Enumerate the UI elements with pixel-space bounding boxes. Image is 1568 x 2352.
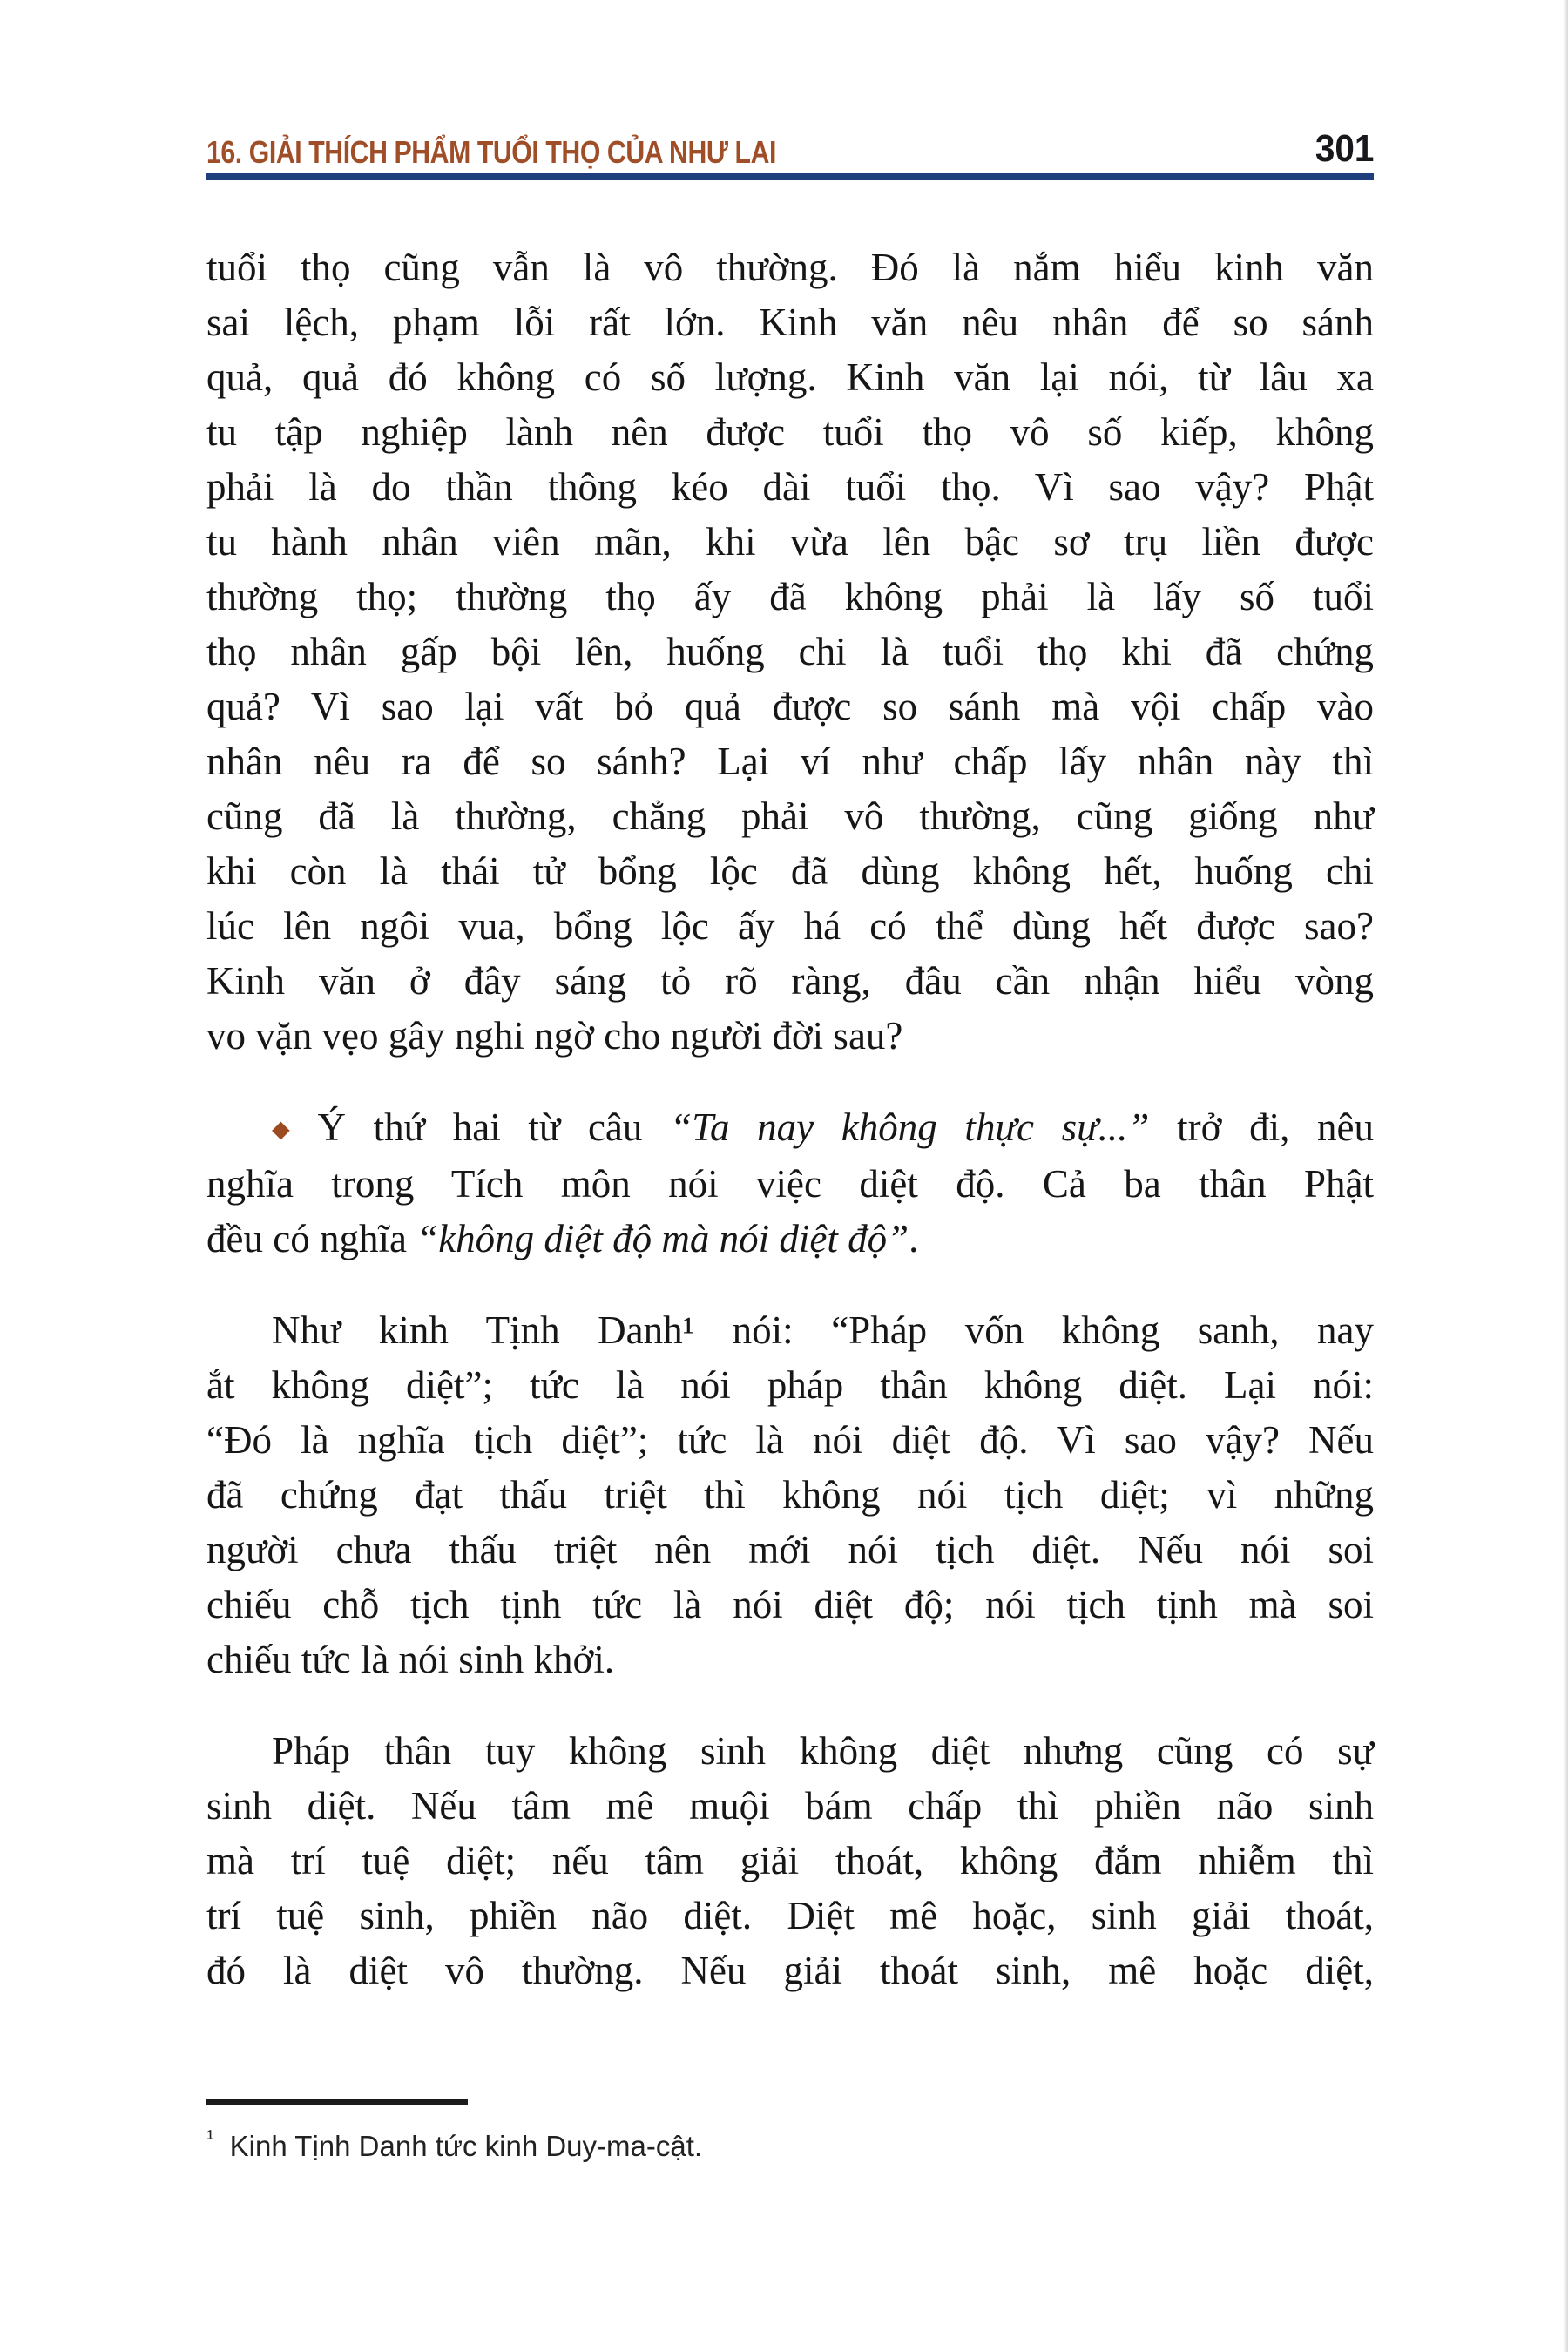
paragraph bbox=[206, 1303, 1374, 1687]
text-segment: chiếu tức là nói sinh khởi. bbox=[206, 1638, 615, 1682]
text-segment: tuổi thọ cũng vẫn là vô thường. Đó là nắm hiểu kinh văn bbox=[206, 246, 1374, 289]
text-line bbox=[206, 789, 1374, 844]
text-segment: trở đi, nêu bbox=[1149, 1105, 1374, 1149]
text-segment: cũng đã là thường, chẳng phải vô thường, cũng giống như bbox=[206, 794, 1374, 838]
text-segment: lúc lên ngôi vua, bổng lộc ấy há có thể dùng hết được sao? bbox=[206, 904, 1374, 948]
chapter-title: 16. GIẢI THÍCH PHẨM TUỔI THỌ CỦA NHƯ LAI bbox=[206, 134, 776, 170]
text-segment: quả? Vì sao lại vất bỏ quả được so sánh mà vội chấp vào bbox=[206, 685, 1374, 728]
footnote bbox=[206, 2119, 1374, 2166]
text-line bbox=[206, 625, 1374, 679]
text-line bbox=[206, 954, 1374, 1009]
text-line bbox=[206, 1578, 1374, 1632]
text-segment: đều có nghĩa bbox=[206, 1217, 417, 1261]
text-line bbox=[206, 1358, 1374, 1413]
text-segment: đó là diệt vô thường. Nếu giải thoát sinh, mê hoặc diệt, bbox=[206, 1949, 1374, 1993]
quoted-italic-text: “Ta nay không thực sự...” bbox=[670, 1105, 1150, 1149]
footnote-marker: ¹ bbox=[206, 2125, 214, 2151]
paragraph bbox=[206, 1100, 1374, 1267]
text-line bbox=[206, 679, 1374, 734]
text-line bbox=[206, 240, 1374, 295]
text-segment: thọ nhân gấp bội lên, huống chi là tuổi thọ khi đã chứng bbox=[206, 630, 1374, 673]
quoted-italic-text: “không diệt độ mà nói diệt độ” bbox=[416, 1217, 909, 1261]
text-segment: thường thọ; thường thọ ấy đã không phải là lấy số tuổi bbox=[206, 575, 1374, 618]
text-line bbox=[206, 515, 1374, 570]
text-line bbox=[206, 1834, 1374, 1889]
diamond-bullet-icon: ◆ bbox=[272, 1116, 308, 1143]
text-line bbox=[206, 1724, 1374, 1779]
body-text bbox=[206, 240, 1374, 1998]
text-line bbox=[206, 295, 1374, 350]
text-segment: chiếu chỗ tịch tịnh tức là nói diệt độ; nói tịch tịnh mà soi bbox=[206, 1583, 1374, 1627]
paragraph bbox=[206, 240, 1374, 1064]
text-segment: tu hành nhân viên mãn, khi vừa lên bậc sơ trụ liền được bbox=[206, 520, 1374, 564]
text-segment: sinh diệt. Nếu tâm mê muội bám chấp thì phiền não sinh bbox=[206, 1784, 1374, 1828]
text-segment: Pháp thân tuy không sinh không diệt nhưng cũng có sự bbox=[272, 1729, 1374, 1774]
text-segment: ắt không diệt”; tức là nói pháp thân không diệt. Lại nói: bbox=[206, 1363, 1374, 1408]
text-line bbox=[206, 734, 1374, 789]
text-line bbox=[206, 1303, 1374, 1358]
text-segment: đã chứng đạt thấu triệt thì không nói tịch diệt; vì những bbox=[206, 1473, 1374, 1517]
text-line bbox=[206, 1100, 1374, 1157]
text-line bbox=[206, 350, 1374, 405]
text-line bbox=[206, 1157, 1374, 1212]
text-segment: nhân nêu ra để so sánh? Lại ví như chấp lấy nhân này thì bbox=[206, 740, 1374, 783]
footnote-text: Kinh Tịnh Danh tức kinh Duy-ma-cật. bbox=[229, 2130, 703, 2162]
header-rule bbox=[206, 173, 1374, 180]
text-line bbox=[206, 405, 1374, 460]
text-segment: nghĩa trong Tích môn nói việc diệt độ. Cả ba thân Phật bbox=[206, 1162, 1374, 1206]
running-header bbox=[206, 120, 1374, 171]
text-segment: người chưa thấu triệt nên mới nói tịch diệt. Nếu nói soi bbox=[206, 1528, 1374, 1572]
text-segment: Như kinh Tịnh Danh¹ nói: “Pháp vốn không sanh, nay bbox=[272, 1308, 1374, 1353]
text-line bbox=[206, 1413, 1374, 1468]
text-line bbox=[206, 1212, 1374, 1267]
text-segment: khi còn là thái tử bổng lộc đã dùng không hết, huống chi bbox=[206, 849, 1374, 893]
text-segment: sai lệch, phạm lỗi rất lớn. Kinh văn nêu nhân để so sánh bbox=[206, 301, 1374, 344]
text-line bbox=[206, 1889, 1374, 1943]
text-segment: vo vặn vẹo gây nghi ngờ cho người đời sau? bbox=[206, 1014, 903, 1058]
text-segment: phải là do thần thông kéo dài tuổi thọ. Vì sao vậy? Phật bbox=[206, 465, 1374, 509]
text-line bbox=[206, 1779, 1374, 1834]
text-segment: “Đó là nghĩa tịch diệt”; tức là nói diệt độ. Vì sao vậy? Nếu bbox=[206, 1418, 1374, 1463]
text-line bbox=[206, 1468, 1374, 1523]
text-line bbox=[206, 460, 1374, 515]
text-segment: mà trí tuệ diệt; nếu tâm giải thoát, không đắm nhiễm thì bbox=[206, 1839, 1374, 1883]
text-segment: tu tập nghiệp lành nên được tuổi thọ vô số kiếp, không bbox=[206, 410, 1374, 454]
footnote-rule bbox=[206, 2099, 468, 2105]
text-line bbox=[206, 1523, 1374, 1578]
text-segment: quả, quả đó không có số lượng. Kinh văn lại nói, từ lâu xa bbox=[206, 355, 1374, 399]
text-segment: Ý thứ hai từ câu bbox=[317, 1105, 671, 1149]
text-line bbox=[206, 570, 1374, 625]
text-segment: Kinh văn ở đây sáng tỏ rõ ràng, đâu cần nhận hiểu vòng bbox=[206, 959, 1374, 1003]
text-line bbox=[206, 1009, 1374, 1064]
text-line bbox=[206, 1943, 1374, 1998]
text-line bbox=[206, 899, 1374, 954]
page-edge bbox=[1563, 0, 1568, 2352]
text-segment: . bbox=[909, 1217, 919, 1261]
paragraph bbox=[206, 1724, 1374, 1998]
text-segment: trí tuệ sinh, phiền não diệt. Diệt mê hoặc, sinh giải thoát, bbox=[206, 1894, 1374, 1938]
text-line bbox=[206, 844, 1374, 899]
page-number: 301 bbox=[1315, 127, 1374, 170]
text-line bbox=[206, 1632, 1374, 1687]
